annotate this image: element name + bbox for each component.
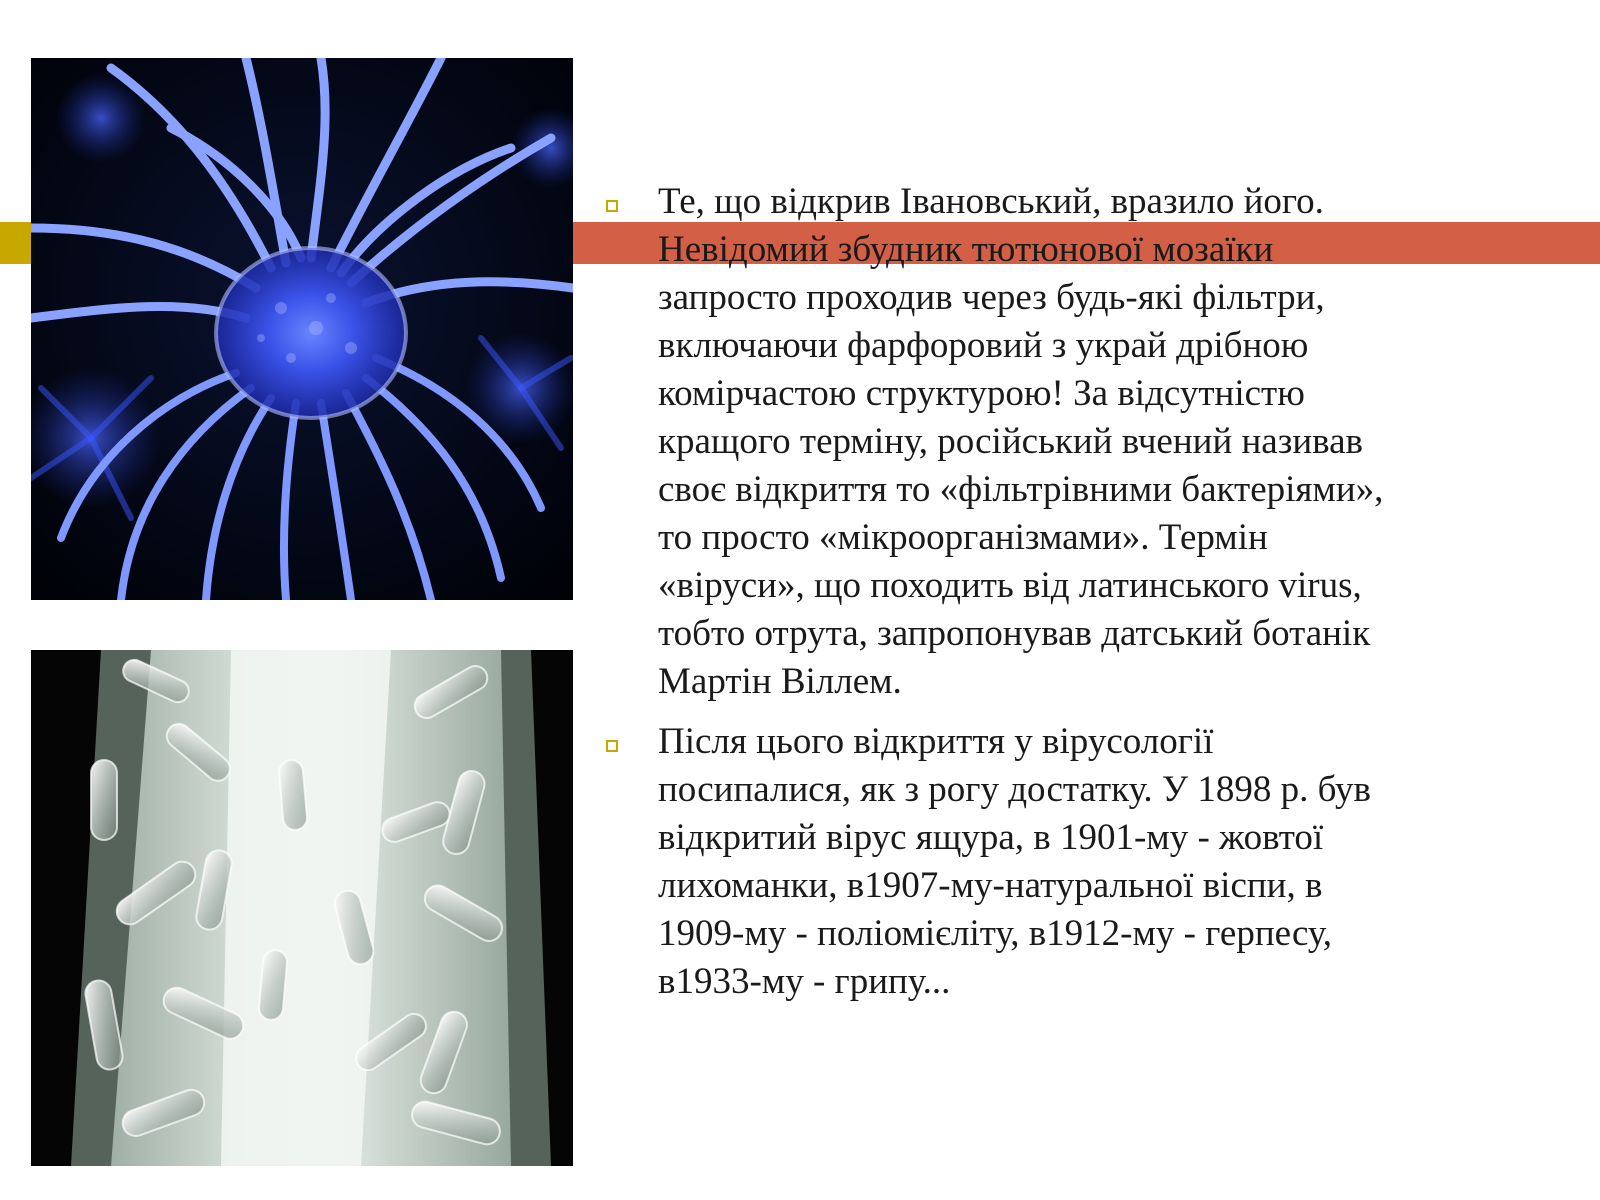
bullet-line: Після цього відкриття у вірусології [658, 721, 1214, 762]
bullet-line: відкритий вірус ящура, в 1901-му - жовтої [658, 817, 1324, 858]
bullet-line: 1909-му - поліомієліту, в1912-му - герпесу, [658, 913, 1332, 954]
bullet-line: своє відкриття то «фільтрівними бактеріями», [658, 469, 1384, 510]
virus-microscopy-icon [31, 58, 573, 600]
bullet-line: то просто «мікроорганізмами». Термін [658, 517, 1268, 558]
bullet-line: Те, що відкрив Івановський, вразило його. [658, 181, 1324, 222]
bullet-line: Мартін Віллем. [658, 661, 902, 702]
bullet-item-1 [600, 178, 1575, 706]
bullet-line: в1933-му - грипу... [658, 961, 951, 1002]
bullet-item-2 [600, 718, 1575, 1006]
bullet-line: лихоманки, в1907-му-натуральної віспи, в [658, 865, 1323, 906]
bullet-square-icon [606, 740, 618, 752]
bullet-line: запросто проходив через будь-які фільтри, [658, 277, 1325, 318]
bullet-line: кращого терміну, російський вчений називав [658, 421, 1364, 462]
bullet-line: включаючи фарфоровий з украй дрібною [658, 325, 1309, 366]
slide-text [600, 178, 1575, 1018]
bullet-line: «віруси», що походить від латинського virus, [658, 565, 1362, 606]
bullet-square-icon [606, 200, 618, 212]
accent-bar-left [0, 222, 32, 264]
bullet-line: Невідомий збудник тютюнової мозаїки [658, 229, 1274, 270]
virus-image [31, 58, 573, 600]
bullet-line: тобто отрута, запропонував датський ботанік [658, 613, 1371, 654]
bullet-line: комірчастою структурою! За відсутністю [658, 373, 1305, 414]
bacteria-glass-sculpture-icon [31, 650, 573, 1166]
bacteria-image [31, 650, 573, 1166]
bullet-line: посипалися, як з рогу достатку. У 1898 р. був [658, 769, 1371, 810]
